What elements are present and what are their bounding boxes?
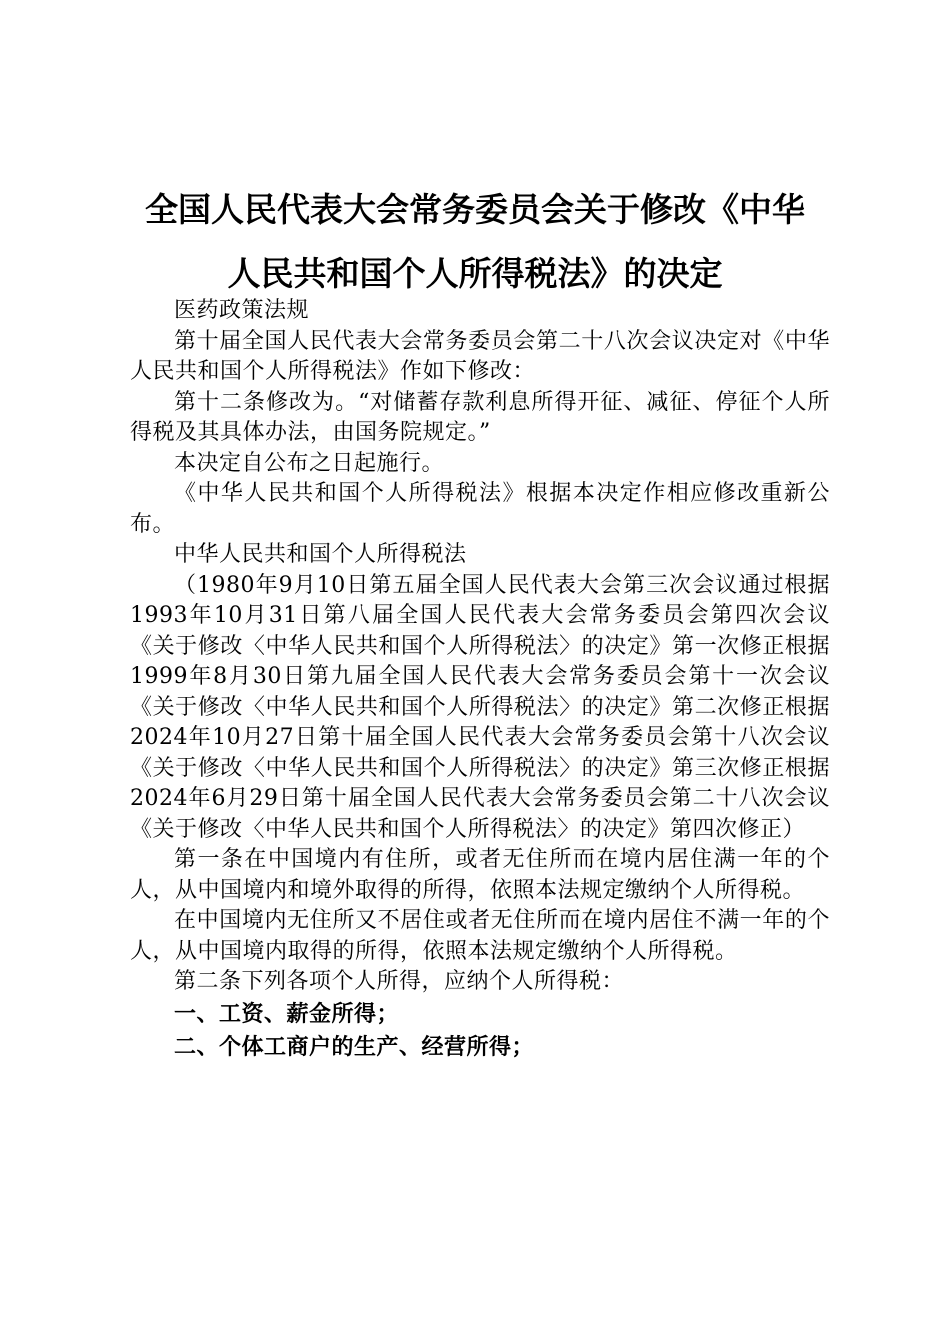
paragraph-decision-intro: 第十届全国人民代表大会常务委员会第二十八次会议决定对《中华人民共和国个人所得税法》作如下修改：	[130, 328, 830, 384]
paragraph-effective-date: 本决定自公布之日起施行。	[174, 450, 445, 476]
title-line-2: 人民共和国个人所得税法》的决定	[227, 254, 723, 293]
title-line-1: 全国人民代表大会常务委员会关于修改《中华	[145, 190, 805, 229]
paragraph-article-1-part-2: 在中国境内无住所又不居住或者无住所而在境内居住不满一年的个人，从中国境内取得的所得，依照本法规定缴纳个人所得税。	[130, 908, 830, 964]
list-item-wages: 一、工资、薪金所得；	[174, 1001, 400, 1027]
paragraph-republish: 《中华人民共和国个人所得税法》根据本决定作相应修改重新公布。	[130, 481, 830, 537]
document-body	[130, 296, 830, 1064]
list-item-business: 二、个体工商户的生产、经营所得；	[174, 1034, 535, 1060]
law-name: 中华人民共和国个人所得税法	[174, 542, 467, 567]
paragraph-article-12: 第十二条修改为。“对储蓄存款利息所得开征、减征、停征个人所得税及其具体办法，由国务院规定。”	[130, 389, 830, 445]
document-title	[110, 178, 840, 306]
paragraph-article-2: 第二条下列各项个人所得，应纳个人所得税：	[174, 969, 625, 994]
paragraph-revision-history: （1980年9月10日第五届全国人民代表大会第三次会议通过根据1993年10月31日第八届全国人民代表大会常务委员会第四次会议《关于修改〈中华人民共和国个人所得税法〉的决定》第一次修正根据1999年8月30日第九届全国人民代表大会常务委员会第十一次会议《关于修改〈中华人民共和国个人所得税法〉的决定》第二次修正根据2024年10月27日第十届全国人民代表大会常务委员会第十八次会议《关于修改〈中华人民共和国个人所得税法〉的决定》第三次修正根据2024年6月29日第十届全国人民代表大会常务委员会第二十八次会议《关于修改〈中华人民共和国个人所得税法〉的决定》第四次修正）	[130, 572, 830, 842]
source-label: 医药政策法规	[174, 298, 310, 323]
paragraph-article-1: 第一条在中国境内有住所，或者无住所而在境内居住满一年的个人，从中国境内和境外取得的所得，依照本法规定缴纳个人所得税。	[130, 847, 830, 903]
